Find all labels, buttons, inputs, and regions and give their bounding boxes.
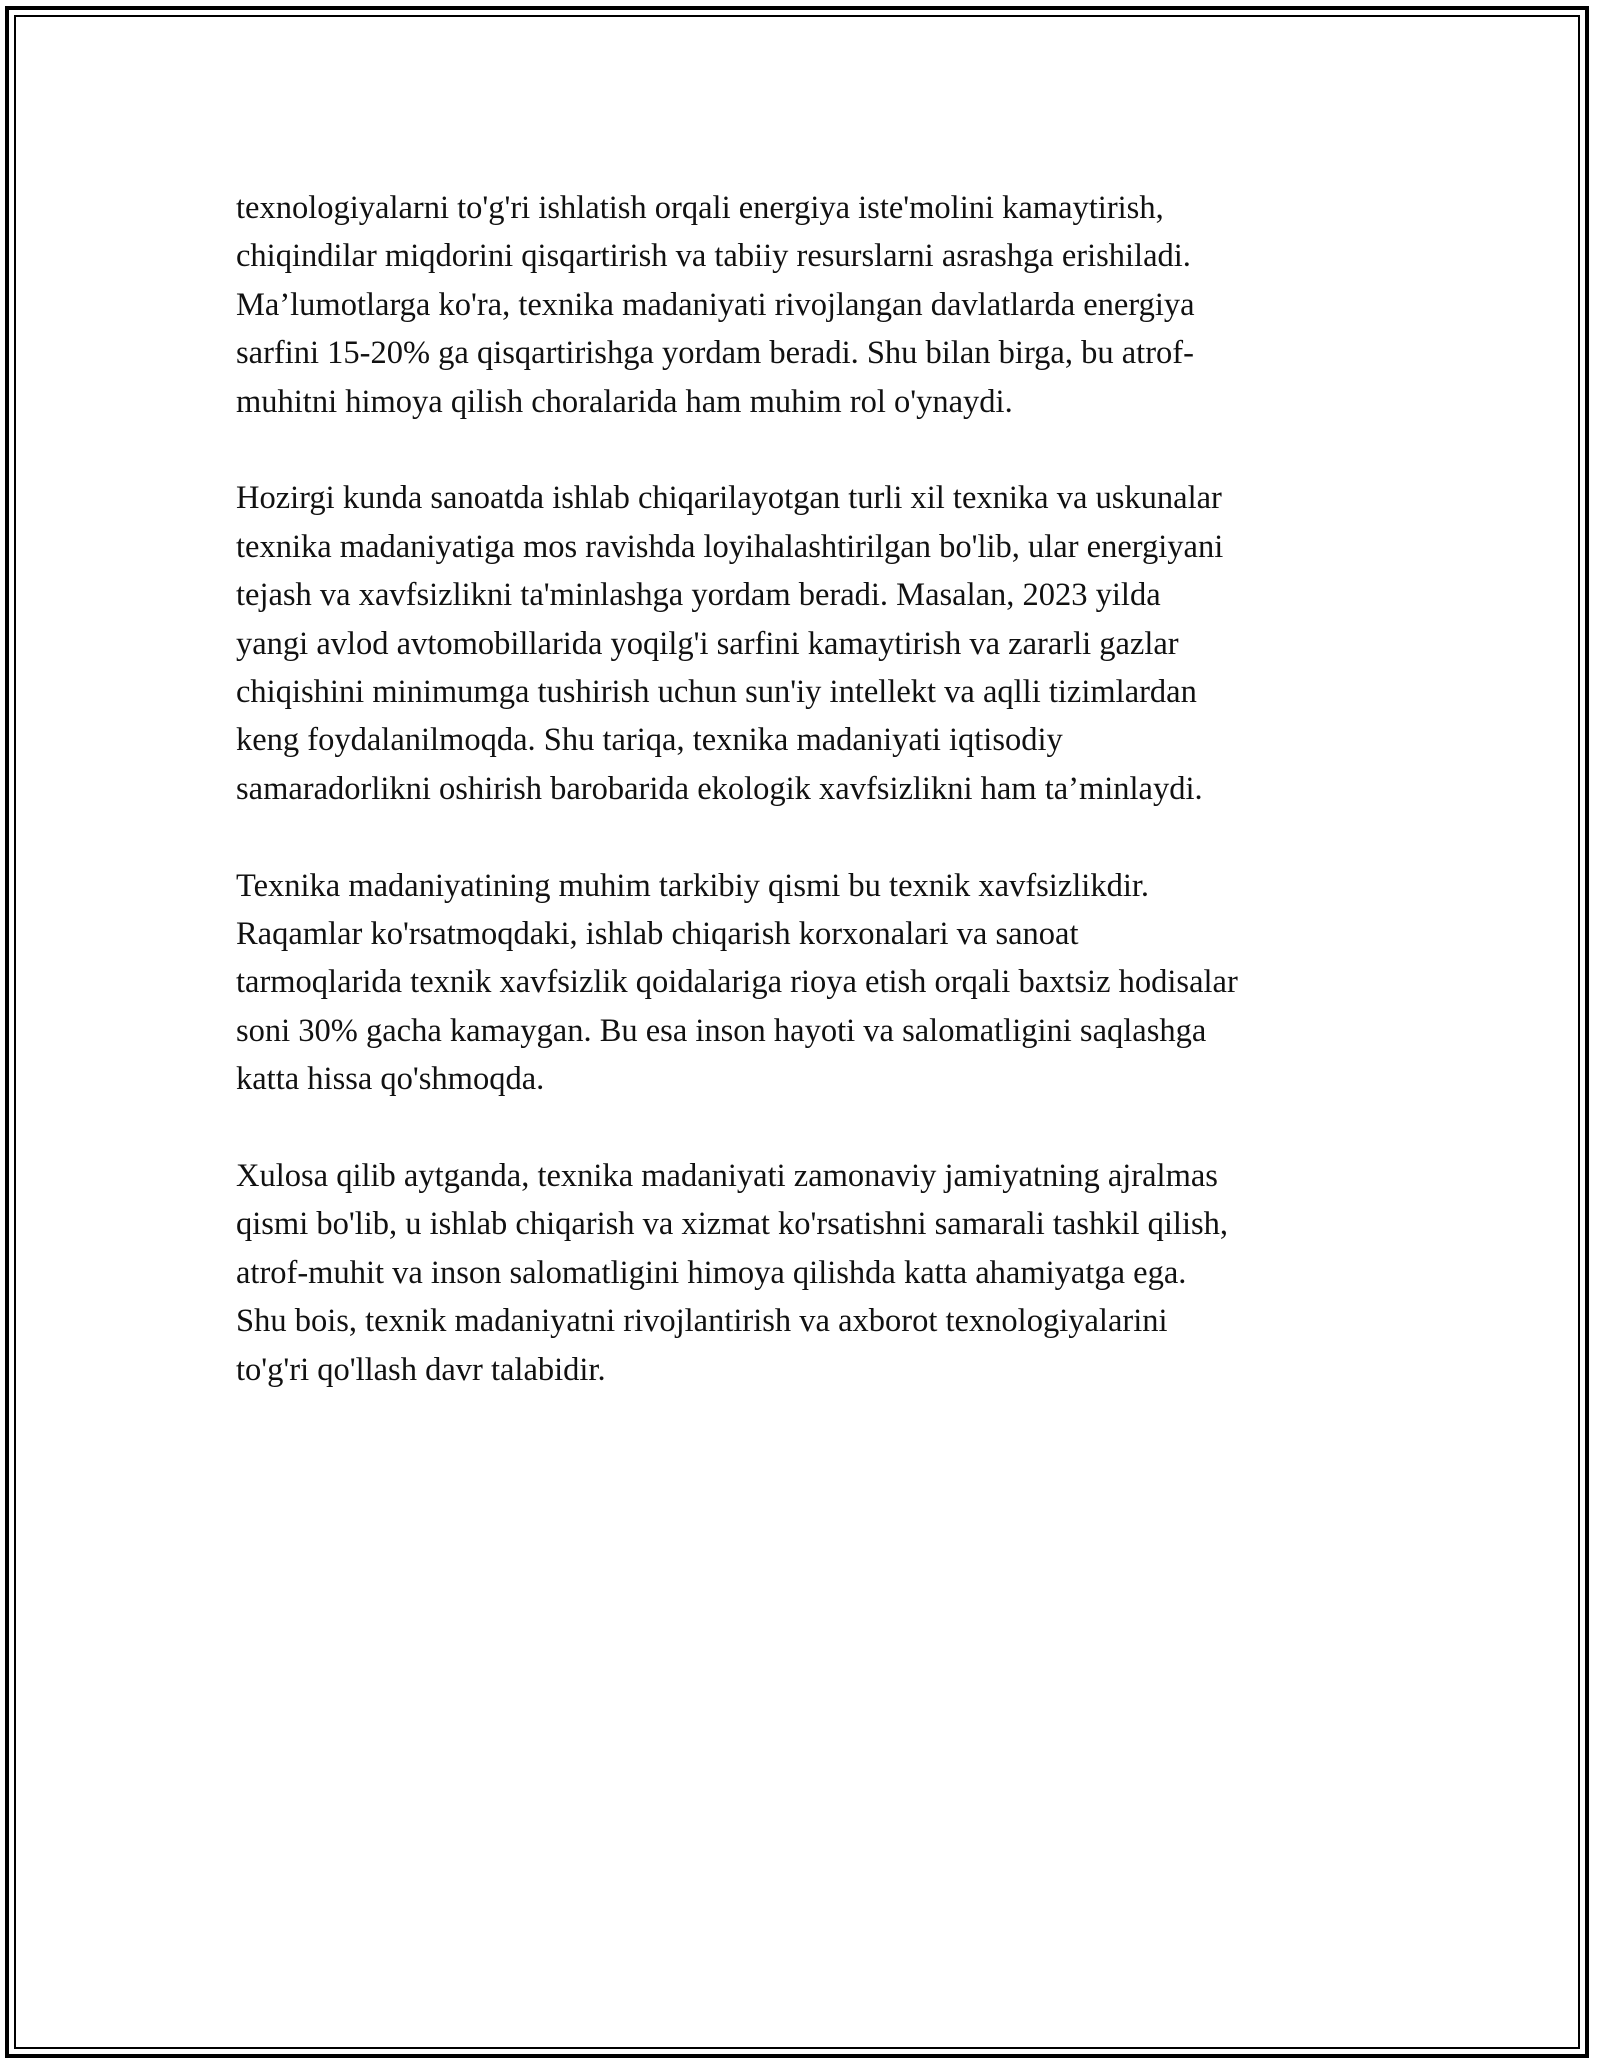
- text-line: Ma’lumotlarga ko'ra, texnika madaniyati rivojlangan davlatlarda energiya: [236, 286, 1195, 323]
- text-line: Shu bois, texnik madaniyatni rivojlantirish va axborot texnologiyalarini: [236, 1303, 1168, 1340]
- text-line: qismi bo'lib, u ishlab chiqarish va xizmat ko'rsatishni samarali tashkil qilish,: [236, 1206, 1228, 1243]
- text-line: texnologiyalarni to'g'ri ishlatish orqali energiya iste'molini kamaytirish,: [236, 190, 1164, 226]
- paragraph-3: [236, 862, 1386, 1104]
- text-line: Raqamlar ko'rsatmoqdaki, ishlab chiqarish korxonalari va sanoat: [236, 916, 1079, 953]
- text-line: Xulosa qilib aytganda, texnika madaniyati zamonaviy jamiyatning ajralmas: [236, 1158, 1218, 1195]
- text-line: muhitni himoya qilish choralarida ham muhim rol o'ynaydi.: [236, 383, 1013, 420]
- text-line: texnika madaniyatiga mos ravishda loyihalashtirilgan bo'lib, ular energiyani: [236, 528, 1224, 565]
- text-line: samaradorlikni oshirish barobarida ekologik xavfsizlikni ham ta’minlaydi.: [236, 770, 1203, 807]
- paragraph-4: [236, 1152, 1386, 1394]
- text-line: Texnika madaniyatining muhim tarkibiy qismi bu texnik xavfsizlikdir.: [236, 867, 1149, 904]
- text-line: sarfini 15-20% ga qisqartirishga yordam beradi. Shu bilan birga, bu atrof-: [236, 335, 1194, 372]
- text-line: chiqishini minimumga tushirish uchun sun'iy intellekt va aqlli tizimlardan: [236, 674, 1197, 711]
- text-line: Hozirgi kunda sanoatda ishlab chiqarilayotgan turli xil texnika va uskunalar: [236, 480, 1222, 517]
- text-line: soni 30% gacha kamaygan. Bu esa inson hayoti va salomatligini saqlashga: [236, 1012, 1207, 1049]
- text-line: tejash va xavfsizlikni ta'minlashga yordam beradi. Masalan, 2023 yilda: [236, 577, 1161, 614]
- paragraph-2: [236, 474, 1386, 813]
- text-line: katta hissa qo'shmoqda.: [236, 1061, 545, 1098]
- text-line: keng foydalanilmoqda. Shu tariqa, texnika madaniyati iqtisodiy: [236, 722, 1063, 759]
- text-line: tarmoqlarida texnik xavfsizlik qoidalariga rioya etish orqali baxtsiz hodisalar: [236, 964, 1238, 1001]
- text-line: chiqindilar miqdorini qisqartirish va tabiiy resurslarni asrashga erishiladi.: [236, 238, 1191, 275]
- text-line: to'g'ri qo'llash davr talabidir.: [236, 1351, 606, 1388]
- text-line: atrof-muhit va inson salomatligini himoya qilishda katta ahamiyatga ega.: [236, 1254, 1187, 1291]
- paragraph-1: [236, 184, 1386, 426]
- text-line: yangi avlod avtomobillarida yoqilg'i sarfini kamaytirish va zararli gazlar: [236, 625, 1179, 662]
- document-body: [236, 184, 1386, 1443]
